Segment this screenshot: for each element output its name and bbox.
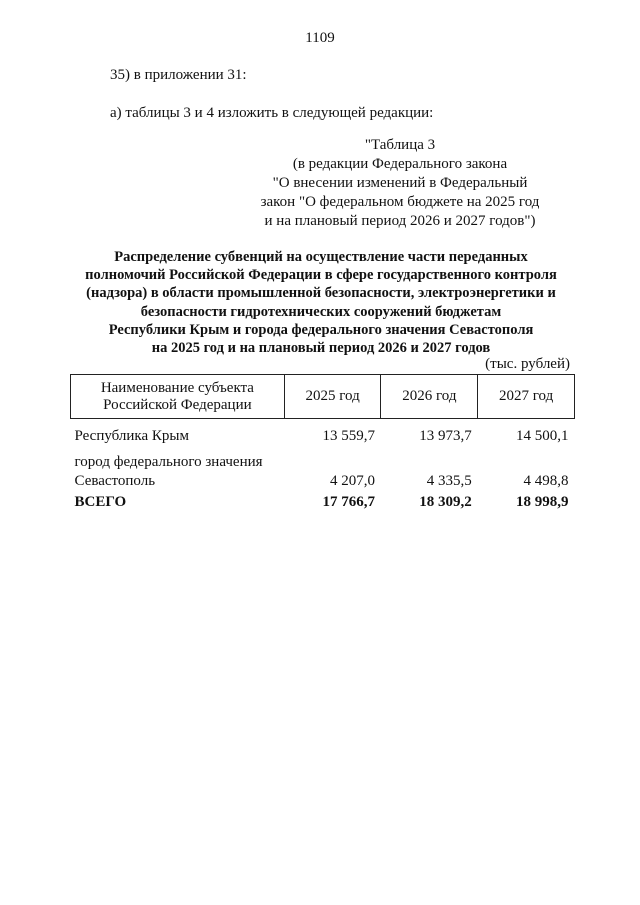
table-revision-note	[250, 136, 550, 231]
table-title	[70, 248, 572, 357]
note-line: "О внесении изменений в Федеральный	[272, 175, 528, 191]
table-header-row	[71, 375, 575, 419]
units-label: (тыс. рублей)	[485, 356, 570, 372]
region-name-line: город федерального значения	[74, 454, 263, 470]
value-2026: 4 335,5	[426, 473, 472, 489]
region-name: Республика Крым	[74, 428, 189, 444]
header-line: Российской Федерации	[103, 396, 252, 413]
page-number: 1109	[305, 30, 335, 46]
region-name-line: Севастополь	[74, 473, 156, 489]
header-2026: 2026 год	[381, 375, 478, 419]
header-2025: 2025 год	[284, 375, 381, 419]
title-line: на 2025 год и на плановый период 2026 и 2027 годов	[151, 340, 491, 357]
value-2027: 4 498,8	[523, 473, 569, 489]
region-name	[71, 445, 285, 491]
total-2027: 18 998,9	[516, 494, 569, 510]
note-line: (в редакции Федерального закона	[292, 156, 508, 172]
note-line: "Таблица 3	[364, 137, 436, 153]
title-line: Республики Крым и города федерального значения Севастополя	[108, 321, 534, 338]
title-line: безопасности гидротехнических сооружений бюджетам	[140, 303, 502, 320]
total-2026: 18 309,2	[419, 494, 472, 510]
table-row	[71, 445, 575, 491]
value-2026: 13 973,7	[419, 428, 472, 444]
title-line: полномочий Российской Федерации в сфере государственного контроля	[85, 267, 557, 284]
intro-item-35: 35) в приложении 31:	[110, 67, 247, 83]
header-2027: 2027 год	[478, 375, 575, 419]
value-2025: 13 559,7	[322, 428, 375, 444]
value-2027: 14 500,1	[516, 428, 569, 444]
header-region-name	[71, 375, 285, 419]
header-line: Наименование субъекта	[100, 379, 254, 396]
subvention-table	[70, 374, 575, 511]
table-total-row	[71, 491, 575, 511]
total-label: ВСЕГО	[74, 494, 127, 510]
note-line: закон "О федеральном бюджете на 2025 год	[260, 194, 540, 210]
table-row	[71, 419, 575, 446]
value-2025: 4 207,0	[329, 473, 375, 489]
title-line: Распределение субвенций на осуществление части переданных	[114, 249, 528, 265]
note-line: и на плановый период 2026 и 2027 годов")	[264, 213, 536, 229]
intro-item-a: а) таблицы 3 и 4 изложить в следующей редакции:	[110, 105, 434, 121]
total-2025: 17 766,7	[322, 494, 375, 510]
title-line: (надзора) в области промышленной безопасности, электроэнергетики и	[86, 285, 556, 302]
